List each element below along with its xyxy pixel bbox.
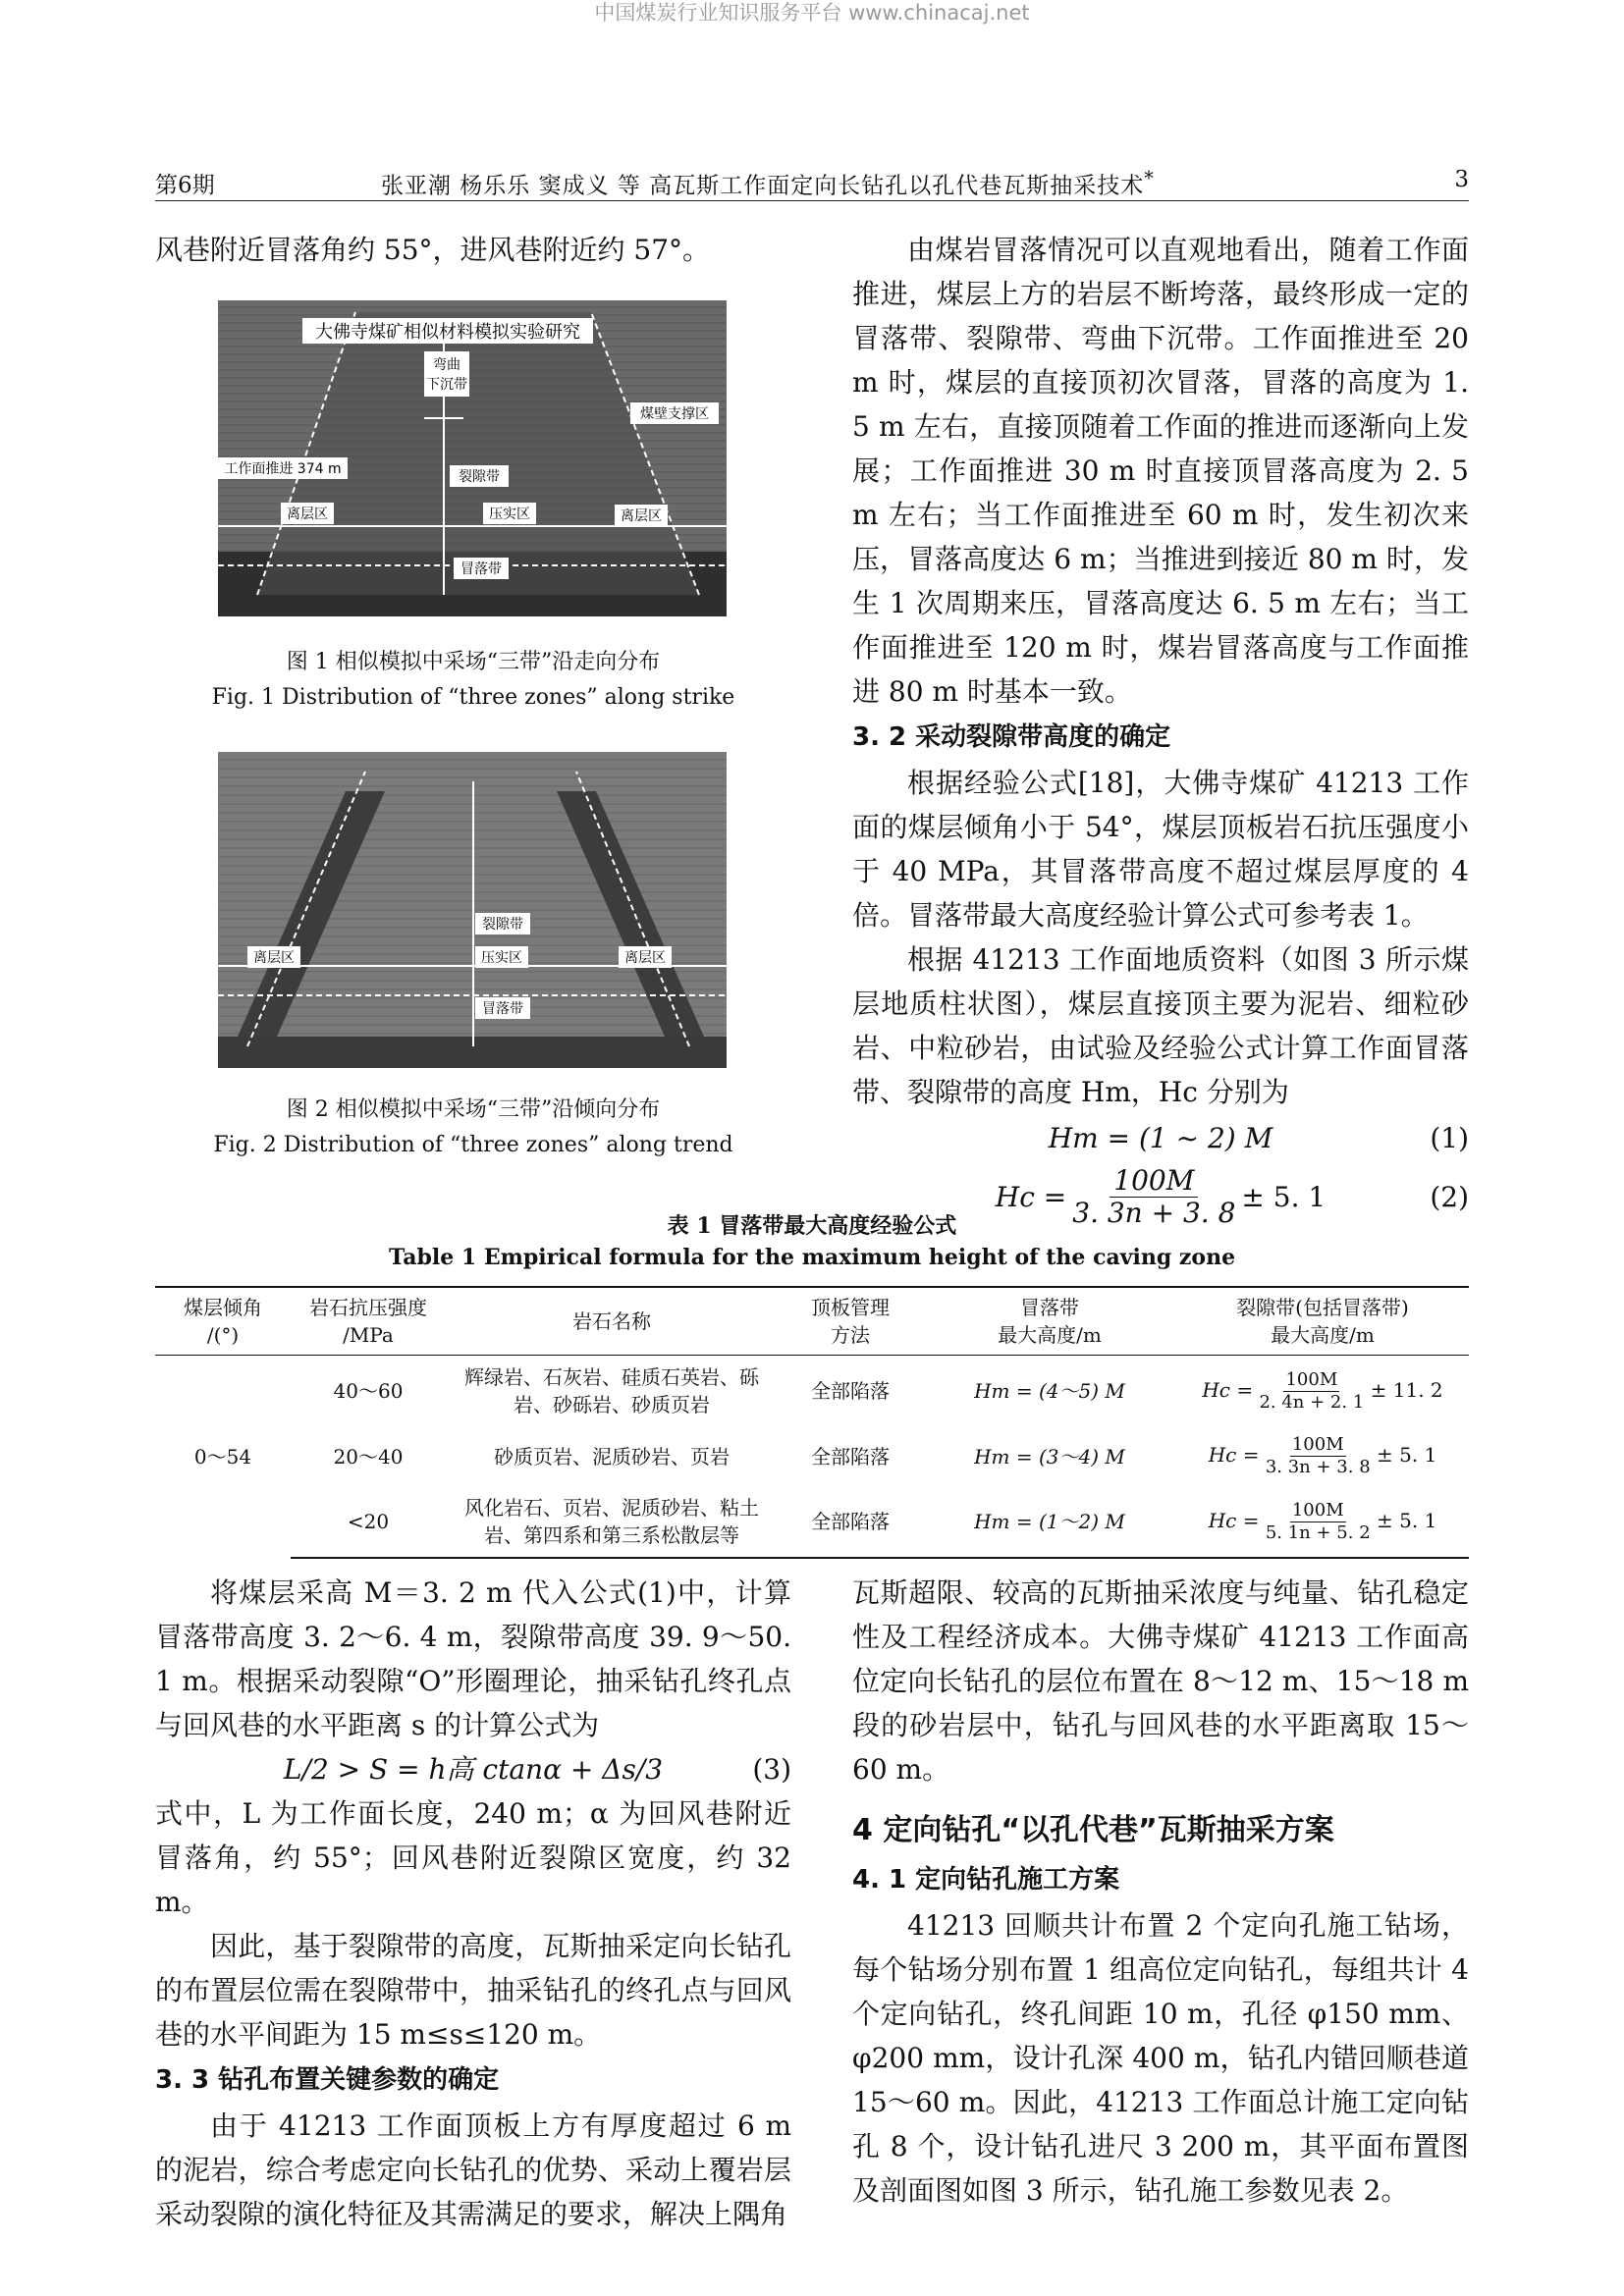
paragraph: 根据 41213 工作面地质资料（如图 3 所示煤层地质柱状图），煤层直接顶主要为泥岩、细粒砂岩、中粒砂岩，由试验及经验公式计算工作面冒落带、裂隙带的高度 Hm，Hc 分别为 (852, 943, 1469, 1108)
fig2-fracture-label: 裂隙带 (482, 917, 523, 933)
table1-caption-en: Table 1 Empirical formula for the maximum height of the caving zone (388, 1245, 1236, 1270)
mgmt-cell: 全部陷落 (811, 1379, 890, 1403)
fig1-support-label: 煤壁支撑区 (640, 406, 709, 422)
fig1-sep-right-label: 离层区 (621, 508, 662, 524)
col-header-strength: 岩石抗压强度 /MPa (291, 1287, 446, 1356)
table1-caption-cn: 表 1 冒落带最大高度经验公式 (667, 1213, 957, 1239)
equation-1: Hm = (1 ~ 2) M (1) (1048, 1121, 1469, 1154)
strength-cell: 40～60 (333, 1379, 404, 1403)
paragraph: 式中，L 为工作面长度，240 m；α 为回风巷附近冒落角，约 55°；回风巷附近裂隙区宽度，约 32 m。 (155, 1797, 791, 1918)
fig2-sep-left-label: 离层区 (253, 950, 295, 966)
fig1-compact-label: 压实区 (489, 507, 530, 522)
col-header-rock: 岩石名称 (446, 1287, 778, 1356)
fracture-cell: Hc = $\frac{100M}{3. 3n + 3. 8}$ ± 5. 1 (1208, 1434, 1437, 1477)
caving-cell: Hm = (3～4) M (974, 1444, 1125, 1468)
rock-cell: 砂质页岩、泥质砂岩、页岩 (494, 1444, 730, 1468)
mgmt-cell: 全部陷落 (811, 1444, 890, 1468)
fig1-caving-label: 冒落带 (460, 561, 502, 577)
rock-cell: 风化岩石、页岩、泥质砂岩、粘土岩、第四系和第三系松散层等 (446, 1486, 778, 1558)
fig1-caption-cn: 图 1 相似模拟中采场“三带”沿走向分布 (286, 650, 661, 674)
equation-3: L/2 > S = h高 ctanα + Δs/3 (3) (283, 1753, 791, 1786)
mgmt-cell: 全部陷落 (778, 1486, 923, 1558)
section-heading-4: 4 定向钻孔“以孔代巷”瓦斯抽采方案 (852, 1813, 1334, 1847)
fig1-bend-label-1: 弯曲 (433, 357, 460, 373)
page-number: 3 (1454, 167, 1469, 192)
table-1 (155, 1286, 1469, 1559)
fig1-advance-label: 工作面推进 374 m (224, 461, 342, 477)
figure-1 (218, 300, 727, 616)
dip-cell: 0～54 (193, 1445, 252, 1468)
fracture-cell: Hc = $\frac{100M}{5. 1n + 5. 2}$ ± 5. 1 (1176, 1486, 1469, 1558)
paragraph: 41213 回顺共计布置 2 个定向孔施工钻场，每个钻场分别布置 1 组高位定向钻孔，每组共计 4 个定向钻孔，终孔间距 10 m，孔径 φ150 mm、φ200 mm，设计孔深 400 m，钻孔内错回顺巷道 15～60 m。因此，41213 工作面总计施工定向钻孔 8 个，设计钻孔进尺 3 200 m，其平面布置图及剖面图如图 3 所示，钻孔施工参数见表 2。 (852, 1909, 1469, 2207)
fig1-fracture-label: 裂隙带 (459, 469, 500, 485)
section-heading-4-1: 4. 1 定向钻孔施工方案 (852, 1865, 1120, 1895)
left-intro (155, 228, 791, 272)
fig2-caving-label: 冒落带 (482, 1001, 523, 1017)
table-row (155, 1426, 1469, 1486)
paragraph: 根据经验公式[18]，大佛寺煤矿 41213 工作面的煤层倾角小于 54°，煤层顶板岩石抗压强度小于 40 MPa，其冒落带高度不超过煤层厚度的 4 倍。冒落带最大高度经验计算公式可参考表 1。 (852, 767, 1469, 932)
section-heading-3-2: 3. 2 采动裂隙带高度的确定 (852, 722, 1171, 752)
fig1-caption (155, 645, 791, 716)
col-header-fracture: 裂隙带(包括冒落带) 最大高度/m (1176, 1287, 1469, 1356)
fig1-caption-en: Fig. 1 Distribution of “three zones” along strike (211, 685, 735, 710)
table-row (155, 1356, 1469, 1427)
col-header-mgmt: 顶板管理 方法 (778, 1287, 923, 1356)
paragraph: 瓦斯超限、较高的瓦斯抽采浓度与纯量、钻孔稳定性及工程经济成本。大佛寺煤矿 41213 工作面高位定向长钻孔的层位布置在 8～12 m、15～18 m 段的砂岩层中，钻孔与回风巷的水平距离取 15～60 m。 (852, 1576, 1469, 1786)
caving-cell: Hm = (4～5) M (974, 1379, 1125, 1403)
col-header-dip: 煤层倾角 /(°) (155, 1287, 291, 1356)
right-column-top (852, 228, 1469, 1232)
running-title: 张亚潮 杨乐乐 窦成义 等 高瓦斯工作面定向长钻孔以孔代巷瓦斯抽采技术* (381, 167, 1155, 199)
right-column-bottom (852, 1571, 1469, 2213)
left-column-bottom (155, 1571, 791, 2236)
issue-number: 第6期 (155, 173, 215, 198)
paragraph: 将煤层采高 M＝3. 2 m 代入公式(1)中，计算冒落带高度 3. 2～6. 4 m，裂隙带高度 39. 9～50. 1 m。根据采动裂隙“O”形圈理论，抽采钻孔终孔点与回风巷的水平距离 s 的计算公式为 (155, 1576, 791, 1741)
fig2-caption-cn: 图 2 相似模拟中采场“三带”沿倾向分布 (286, 1097, 661, 1122)
strength-cell: <20 (291, 1486, 446, 1558)
fig1-bend-label-2: 下沉带 (426, 377, 467, 393)
caving-cell: Hm = (1～2) M (923, 1486, 1176, 1558)
fig1-title-label: 大佛寺煤矿相似材料模拟实验研究 (315, 322, 580, 343)
watermark: 中国煤炭行业知识服务平台 www.chinacaj.net (594, 1, 1030, 25)
paragraph: 由煤岩冒落情况可以直观地看出，随着工作面推进，煤层上方的岩层不断垮落，最终形成一定的冒落带、裂隙带、弯曲下沉带。工作面推进至 20 m 时，煤层的直接顶初次冒落，冒落的高度为 1. 5 m 左右，直接顶随着工作面的推进而逐渐向上发展；工作面推进 30 m 时直接顶冒落高度为 2. 5 m 左右；当工作面推进至 60 m 时，发生初次来压，冒落高度达 6 m；当推进到接近 80 m 时，发生 1 次周期来压，冒落高度达 6. 5 m 左右；当工作面推进至 120 m 时，煤岩冒落高度与工作面推进 80 m 时基本一致。 (852, 234, 1469, 708)
fig2-compact-label: 压实区 (481, 950, 522, 966)
fig2-caption-en: Fig. 2 Distribution of “three zones” along trend (213, 1133, 733, 1157)
paragraph: 由于 41213 工作面顶板上方有厚度超过 6 m 的泥岩，综合考虑定向长钻孔的优势、采动上覆岩层采动裂隙的演化特征及其需满足的要求，解决上隅角 (155, 2109, 791, 2230)
fig1-sep-left-label: 离层区 (287, 507, 328, 522)
section-heading-3-3: 3. 3 钻孔布置关键参数的确定 (155, 2065, 500, 2095)
figure-2 (218, 752, 727, 1068)
fig2-caption (155, 1093, 791, 1163)
col-header-caving: 冒落带 最大高度/m (923, 1287, 1176, 1356)
intro-line: 风巷附近冒落角约 55°，进风巷附近约 57°。 (155, 234, 711, 266)
rock-cell: 辉绿岩、石灰岩、硅质石英岩、砾岩、砂砾岩、砂质页岩 (464, 1365, 759, 1416)
fracture-cell: Hc = $\frac{100M}{2. 4n + 2. 1}$ ± 11. 2 (1202, 1368, 1443, 1413)
equation-2: Hc = $\frac{100M}{3. 3n + 3. 8}$ ± 5. 1 (2) (995, 1163, 1469, 1229)
running-header (155, 167, 1469, 201)
fig2-sep-right-label: 离层区 (624, 950, 666, 966)
paragraph: 因此，基于裂隙带的高度，瓦斯抽采定向长钻孔的布置层位需在裂隙带中，抽采钻孔的终孔点与回风巷的水平间距为 15 m≤s≤120 m。 (155, 1930, 791, 2051)
strength-cell: 20～40 (333, 1444, 404, 1468)
table-row (155, 1486, 1469, 1558)
